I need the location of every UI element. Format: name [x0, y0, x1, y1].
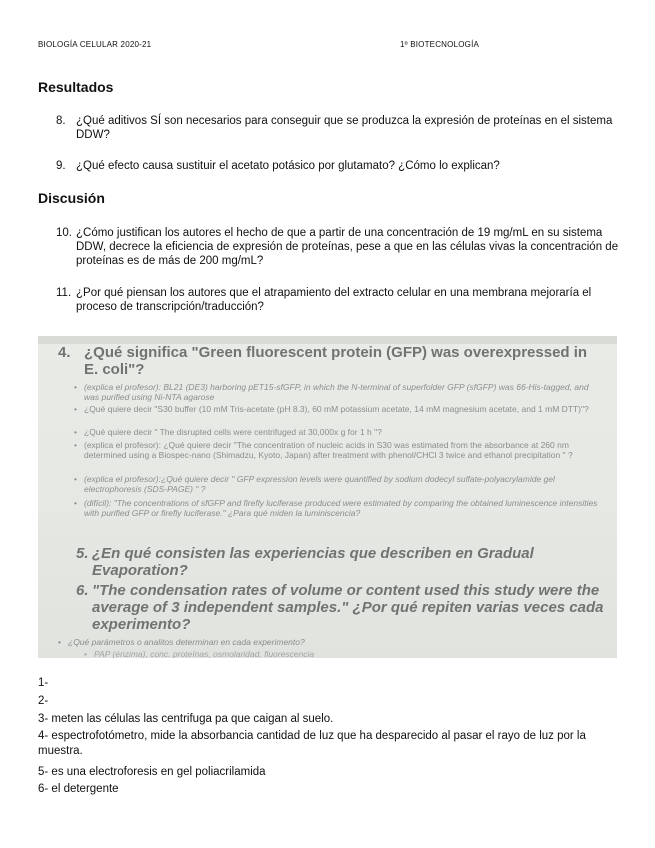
photo-bullet: • ¿Qué quiere decir "S30 buffer (10 mM Tris-acetate (pH 8.3), 60 mM potassium acetate, 14 mM magnesium acetate, and 1 mM DTT)"?: [74, 404, 589, 414]
slide-photo: [38, 336, 617, 658]
header-course: BIOLOGÍA CELULAR 2020-21: [38, 40, 152, 49]
photo-bullet: • (difícil): "The concentrations of sfGFP and firefly luciferase produced were estimated by comparing the obtained luminescence intensities with purified GFP or firefly luciferase." ¿Para qué miden la luminiscencia?: [74, 498, 598, 518]
answer-3: 3- meten las células las centrifuga pa que caigan al suelo.: [38, 713, 334, 725]
header-degree: 1º BIOTECNOLOGÍA: [400, 40, 480, 49]
answer-5: 5- es una electroforesis en gel poliacrilamida: [38, 766, 266, 778]
photo-question-5: [76, 545, 576, 579]
question-10: [56, 226, 621, 268]
answer-2: 2-: [38, 695, 49, 707]
question-number: 9.: [56, 160, 66, 172]
photo-top-band: [38, 336, 617, 344]
question-9: [56, 159, 621, 173]
photo-bottom-sub: • PAP (énzima), conc. proteínas, osmolaridad, fluorescencia: [84, 649, 315, 658]
question-number: 10.: [56, 227, 72, 239]
question-8: [56, 114, 621, 142]
photo-q5-number: 5.: [76, 545, 89, 562]
question-number: 8.: [56, 115, 66, 127]
discussion-heading: Discusión: [38, 190, 105, 206]
photo-question-6: [76, 582, 608, 633]
photo-question-4: [58, 344, 603, 378]
question-text: ¿Por qué piensan los autores que el atrapamiento del extracto celular en una membrana mejoraría el proceso de transcripción/traducción?: [76, 287, 592, 313]
photo-q4-number: 4.: [58, 344, 71, 361]
answer-6: 6- el detergente: [38, 783, 119, 795]
question-11: [56, 286, 621, 314]
photo-bullet: • ¿Qué quiere decir " The disrupted cells were centrifuged at 30,000x g for 1 h "?: [74, 427, 382, 437]
results-heading: Resultados: [38, 79, 114, 95]
photo-bullet: • (explica el profesor):¿Qué quiere decir " GFP expression levels were quantified by sodium dodecyl sulfate-polyacrylamide gel electrophoresis (SDS-PAGE) " ?: [74, 474, 555, 494]
photo-q6-number: 6.: [76, 582, 89, 599]
photo-q5-text: ¿En qué consisten las experiencias que describen en Gradual Evaporation?: [92, 545, 534, 579]
question-number: 11.: [56, 287, 72, 299]
photo-q6-text: "The condensation rates of volume or content used this study were the average of 3 independent samples." ¿Por qué repiten varias veces cada experimento?: [92, 582, 604, 633]
photo-bottom-bullet: • ¿Qué parámetros o analitos determinan en cada experimento?: [58, 637, 305, 647]
photo-bullet: • (explica el profesor): ¿Qué quiere decir "The concentration of nucleic acids in S30 was estimated from the absorbance at 260 nm determined using a Biospec-nano (Shimadzu, Kyoto, Japan) after treatment with phenol/CHCl 3 twice and ethanol precipitation " ?: [74, 440, 573, 460]
question-text: ¿Qué efecto causa sustituir el acetato potásico por glutamato? ¿Cómo lo explican?: [76, 160, 500, 172]
question-text: ¿Qué aditivos SÍ son necesarios para conseguir que se produzca la expresión de proteínas en el sistema DDW?: [76, 115, 613, 141]
photo-bullet: • (explica el profesor): BL21 (DE3) harboring pET15-sfGFP, in which the N-terminal of superfolder GFP (sfGFP) was 66-His-tagged, and was purified using Ni-NTA agarose: [74, 382, 589, 402]
answer-1: 1-: [38, 677, 49, 689]
photo-q4-text: ¿Qué significa "Green fluorescent protein (GFP) was overexpressed in E. coli"?: [84, 344, 588, 378]
answer-4: 4- espectrofotómetro, mide la absorbancia cantidad de luz que ha desparecido al pasar el rayo de luz por la muestra.: [38, 730, 586, 757]
question-text: ¿Cómo justifican los autores el hecho de que a partir de una concentración de 19 mg/mL en su sistema DDW, decrece la eficiencia de expresión de proteínas, pese a que en las células vivas la concentración de proteínas es de más de 200 mg/mL?: [76, 227, 619, 267]
